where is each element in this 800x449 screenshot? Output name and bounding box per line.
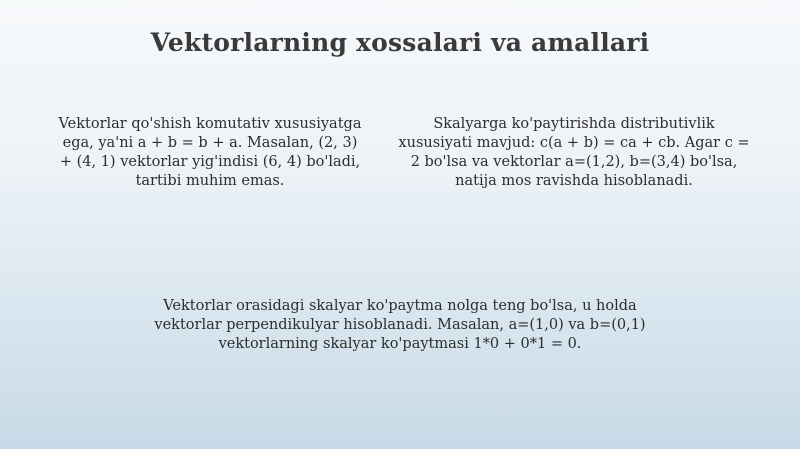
slide-title: Vektorlarning xossalari va amallari: [150, 28, 650, 57]
commutativity-text: Vektorlar qo'shish komutativ xususiyatga ega, ya'ni a + b = b + a. Masalan, (2, 3) + (4, 1) vektorlar yig'indisi (6, 4) bo'ladi, tartibi muhim emas.: [58, 116, 362, 189]
dot-product-text: Vektorlar orasidagi skalyar ko'paytma nolga teng bo'lsa, u holda vektorlar perpendikulyar hisoblanadi. Masalan, a=(1,0) va b=(0,1) vektorlarning skalyar ko'paytmasi 1*0 + 0*1 = 0.: [154, 298, 646, 352]
distributivity-text: Skalyarga ko'paytirishda distributivlik xususiyati mavjud: c(a + b) = ca + cb. Agar c = 2 bo'lsa va vektorlar a=(1,2), b=(3,4) bo'lsa, natija mos ravishda hisoblanadi.: [398, 116, 750, 189]
